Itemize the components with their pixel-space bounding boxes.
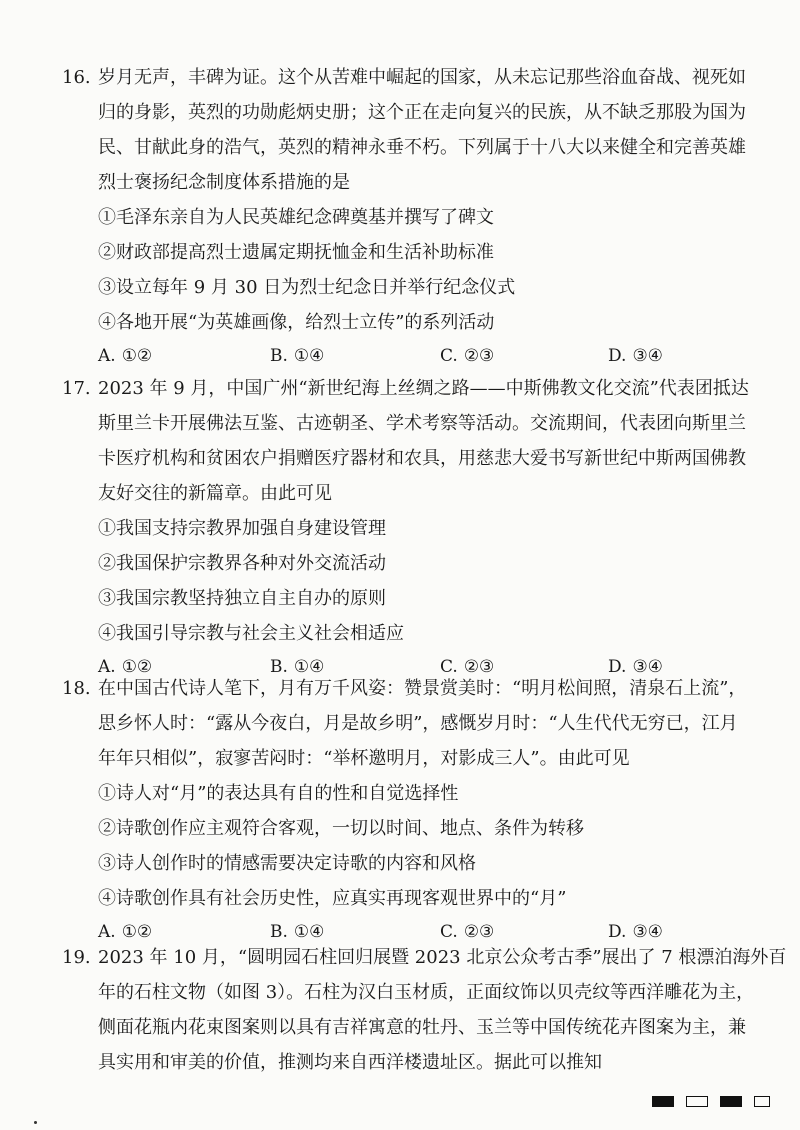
choice-d[interactable]: D. ③④ [608, 922, 663, 942]
statement: ③诗人创作时的情感需要决定诗歌的内容和风格 [98, 853, 476, 874]
filled-square-mark [652, 1096, 674, 1107]
statement: ④我国引导宗教与社会主义社会相适应 [98, 623, 404, 644]
statement: ②诗歌创作应主观符合客观，一切以时间、地点、条件为转移 [98, 818, 584, 839]
question-stem-line: 斯里兰卡开展佛法互鉴、古迹朝圣、学术考察等活动。交流期间，代表团向斯里兰 [98, 413, 746, 434]
statement: ①诗人对“月”的表达具有自的性和自觉选择性 [98, 783, 459, 804]
question-stem-line: 友好交往的新篇章。由此可见 [98, 483, 332, 504]
question-stem-line: 在中国古代诗人笔下，月有万千风姿：赞景赏美时：“明月松间照，清泉石上流”， [98, 678, 747, 699]
answer-choices [98, 344, 788, 368]
question-number: 19. [62, 947, 91, 968]
page-indicator-marks [652, 1096, 772, 1110]
question-number: 17. [62, 378, 91, 399]
question-stem-line: 2023 年 10 月，“圆明园石柱回归展暨 2023 北京公众考古季”展出了 7 根漂泊海外百 [98, 947, 787, 968]
statement: ④诗歌创作具有社会历史性，应真实再现客观世界中的“月” [98, 888, 567, 909]
choice-b[interactable]: B. ①④ [270, 657, 325, 677]
statement: ②我国保护宗教界各种对外交流活动 [98, 553, 386, 574]
question-stem-line: 烈士褒扬纪念制度体系措施的是 [98, 172, 350, 193]
question-stem-line: 具实用和审美的价值，推测均来自西洋楼遗址区。据此可以推知 [98, 1052, 602, 1073]
empty-square-mark [686, 1096, 708, 1107]
question-stem-line: 民、甘献此身的浩气，英烈的精神永垂不朽。下列属于十八大以来健全和完善英雄 [98, 137, 746, 158]
choice-a[interactable]: A. ①② [98, 657, 153, 677]
question-stem-line: 年的石柱文物（如图 3）。石柱为汉白玉材质，正面纹饰以贝壳纹等西洋雕花为主， [98, 982, 755, 1003]
question-stem-line: 思乡怀人时：“露从今夜白，月是故乡明”，感慨岁月时：“人生代代无穷已，江月 [98, 713, 738, 734]
statement: ③我国宗教坚持独立自主自办的原则 [98, 588, 386, 609]
question-stem-line: 侧面花瓶内花束图案则以具有吉祥寓意的牡丹、玉兰等中国传统花卉图案为主，兼 [98, 1017, 746, 1038]
choice-a[interactable]: A. ①② [98, 346, 153, 366]
question-stem-line: 卡医疗机构和贫困农户捐赠医疗器材和农具，用慈悲大爱书写新世纪中斯两国佛教 [98, 448, 746, 469]
scan-speck [34, 1121, 37, 1124]
choice-c[interactable]: C. ②③ [440, 922, 495, 942]
choice-d[interactable]: D. ③④ [608, 657, 663, 677]
statement: ③设立每年 9 月 30 日为烈士纪念日并举行纪念仪式 [98, 277, 516, 298]
filled-square-mark [720, 1096, 742, 1107]
choice-d[interactable]: D. ③④ [608, 346, 663, 366]
choice-c[interactable]: C. ②③ [440, 657, 495, 677]
empty-square-mark [754, 1096, 770, 1107]
answer-choices [98, 655, 788, 679]
statement: ①我国支持宗教界加强自身建设管理 [98, 518, 386, 539]
choice-c[interactable]: C. ②③ [440, 346, 495, 366]
statement: ②财政部提高烈士遗属定期抚恤金和生活补助标准 [98, 242, 494, 263]
choice-a[interactable]: A. ①② [98, 922, 153, 942]
choice-b[interactable]: B. ①④ [270, 346, 325, 366]
statement: ①毛泽东亲自为人民英雄纪念碑奠基并撰写了碑文 [98, 207, 494, 228]
question-stem-line: 岁月无声，丰碑为证。这个从苦难中崛起的国家，从未忘记那些浴血奋战、视死如 [98, 67, 746, 88]
question-number: 16. [62, 67, 91, 88]
statement: ④各地开展“为英雄画像，给烈士立传”的系列活动 [98, 312, 495, 333]
question-stem-line: 2023 年 9 月，中国广州“新世纪海上丝绸之路——中斯佛教文化交流”代表团抵达 [98, 378, 749, 399]
question-number: 18. [62, 678, 91, 699]
question-stem-line: 年年只相似”，寂寥苦闷时：“举杯邀明月，对影成三人”。由此可见 [98, 748, 630, 769]
question-stem-line: 归的身影，英烈的功勋彪炳史册；这个正在走向复兴的民族，从不缺乏那股为国为 [98, 102, 746, 123]
choice-b[interactable]: B. ①④ [270, 922, 325, 942]
answer-choices [98, 920, 788, 944]
